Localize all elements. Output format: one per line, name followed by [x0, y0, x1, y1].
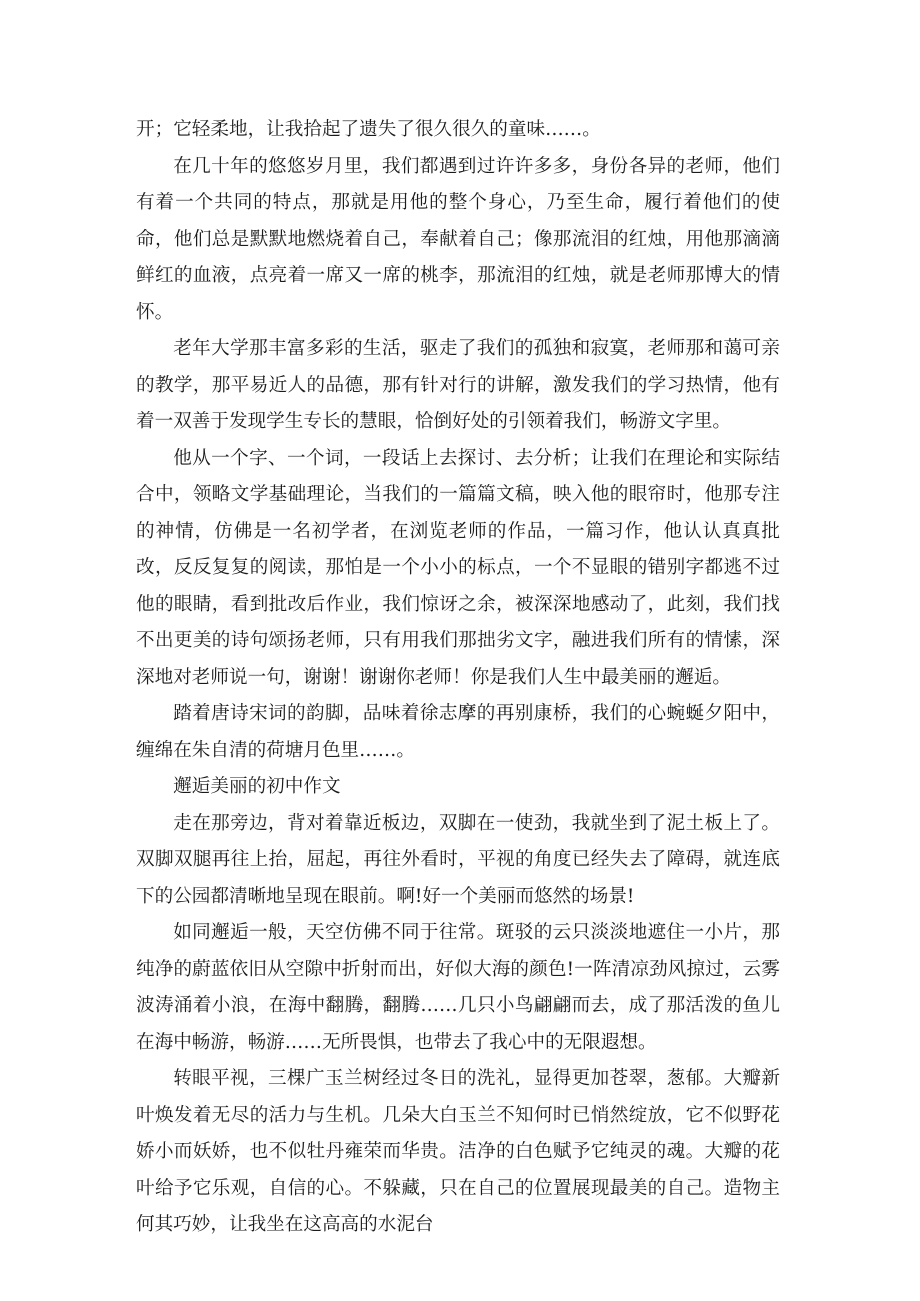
essay-title: 邂逅美丽的初中作文	[173, 776, 341, 797]
document-body	[136, 112, 780, 1244]
paragraph-senior-university: 老年大学那丰富多彩的生活，驱走了我们的孤独和寂寞，老师那和蔼可亲的教学，那平易近人的品德，那有针对行的讲解，激发我们的学习热情，他有着一双善于发现学生专长的慧眼，恰倒好处的引领着我们，畅游文字里。	[136, 338, 780, 432]
paragraph-sitting: 走在那旁边，背对着靠近板边，双脚在一使劲，我就坐到了泥土板上了。双脚双腿再往上抬，屈起，再往外看时，平视的角度已经失去了障碍，就连底下的公园都清晰地呈现在眼前。啊!好一个美丽而悠然的场景!	[136, 812, 780, 907]
paragraph-sky: 如同邂逅一般，天空仿佛不同于往常。斑驳的云只淡淡地遮住一小片，那纯净的蔚蓝依旧从空隙中折射而出，好似大海的颜色!一阵清凉劲风掠过，云雾波涛涌着小浪，在海中翻腾，翻腾……几只小鸟翩翩而去，成了那活泼的鱼儿在海中畅游，畅游……无所畏惧，也带去了我心中的无限遐想。	[136, 922, 780, 1053]
paragraph-teacher-grading: 他从一个字、一个词，一段话上去探讨、去分析；让我们在理论和实际结合中，领略文学基础理论，当我们的一篇篇文稿，映入他的眼帘时，他那专注的神情，仿佛是一名初学者，在浏览老师的作品，一篇习作，他认认真真批改，反反复复的阅读，那怕是一个小小的标点，一个不显眼的错别字都逃不过他的眼睛，看到批改后作业，我们惊讶之余，被深深地感动了，此刻，我们找不出更美的诗句颂扬老师，只有用我们那拙劣文字，融进我们所有的情愫，深深地对老师说一句，谢谢！谢谢你老师！你是我们人生中最美丽的邂逅。	[136, 447, 780, 688]
paragraph-poetry: 踏着唐诗宋词的韵脚，品味着徐志摩的再别康桥，我们的心蜿蜒夕阳中，缠绵在朱自清的荷塘月色里……。	[136, 703, 780, 761]
paragraph-teachers: 在几十年的悠悠岁月里，我们都遇到过许许多多，身份各异的老师，他们有着一个共同的特点，那就是用他的整个身心，乃至生命，履行着他们的使命，他们总是默默地燃烧着自己，奉献着自己；像那流泪的红烛，用他那滴滴鲜红的血液，点亮着一席又一席的桃李，那流泪的红烛，就是老师那博大的情怀。	[136, 155, 780, 323]
paragraph-magnolia: 转眼平视，三棵广玉兰树经过冬日的洗礼，显得更加苍翠，葱郁。大瓣新叶焕发着无尽的活力与生机。几朵大白玉兰不知何时已悄然绽放，它不似野花娇小而妖娇，也不似牡丹雍荣而华贵。洁净的白色赋予它纯灵的魂。大瓣的花叶给予它乐观，自信的心。不躲藏，只在自己的位置展现最美的自己。造物主何其巧妙，让我坐在这高高的水泥台	[136, 1068, 780, 1235]
paragraph-continuation: 开；它轻柔地，让我拾起了遗失了很久很久的童味……。	[136, 119, 601, 140]
